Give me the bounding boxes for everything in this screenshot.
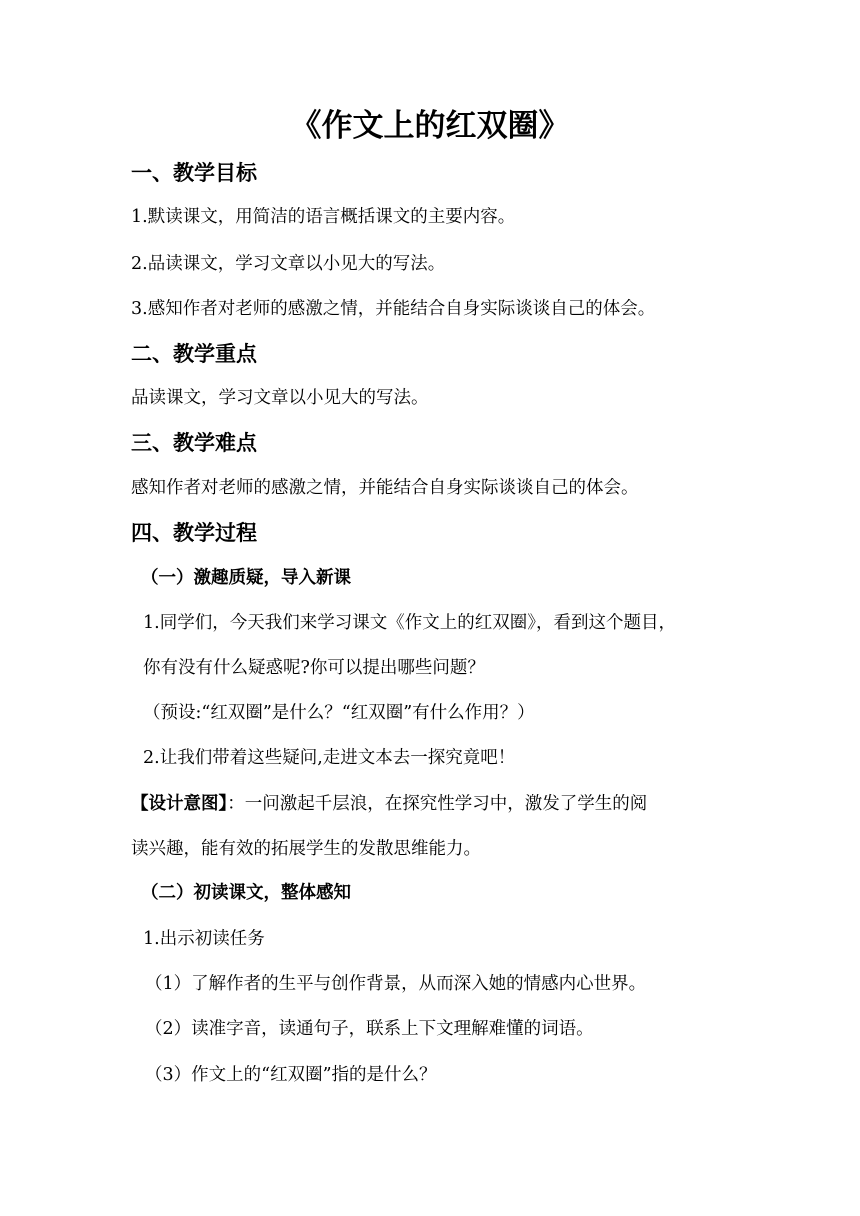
section-heading-teaching-process: 四、教学过程	[131, 521, 257, 545]
reading-task-1: （1）了解作者的生平与创作背景，从而深入她的情感内心世界。	[145, 974, 647, 994]
section-heading-teaching-goals: 一、教学目标	[131, 161, 257, 185]
section-heading-key-points: 二、教学重点	[131, 342, 257, 366]
reading-task-3: （3）作文上的“红双圈”指的是什么？	[145, 1065, 437, 1085]
subsection-heading-2: （二）初读课文，整体感知	[141, 883, 351, 903]
goal-item-3: 3.感知作者对老师的感激之情，并能结合自身实际谈谈自己的体会。	[131, 299, 656, 319]
section-heading-difficulties: 三、教学难点	[131, 431, 257, 455]
reading-task-2: （2）读准字音，读通句子，联系上下文理解难懂的词语。	[145, 1019, 594, 1039]
reading-task-title: 1.出示初读任务	[143, 929, 265, 949]
design-intent-line-2: 读兴趣，能有效的拓展学生的发散思维能力。	[131, 839, 481, 859]
design-intent-label: 【设计意图】	[131, 794, 228, 814]
process-paragraph-1-line-2: 你有没有什么疑惑呢?你可以提出哪些问题？	[143, 658, 485, 678]
subsection-heading-1: （一）激趣质疑，导入新课	[141, 568, 351, 588]
design-intent-line-1	[131, 790, 647, 818]
process-paragraph-1-line-1: 1.同学们，今天我们来学习课文《作文上的红双圈》，看到这个题目，	[143, 613, 676, 633]
design-intent-text: ：一问激起千层浪，在探究性学习中，激发了学生的阅	[227, 794, 648, 814]
goal-item-2: 2.品读课文，学习文章以小见大的写法。	[131, 254, 446, 274]
preset-questions: （预设:“红双圈”是什么？“红双圈”有什么作用？）	[143, 703, 535, 723]
key-points-text: 品读课文，学习文章以小见大的写法。	[131, 388, 429, 408]
goal-item-1: 1.默读课文，用简洁的语言概括课文的主要内容。	[131, 207, 516, 227]
difficulties-text: 感知作者对老师的感激之情，并能结合自身实际谈谈自己的体会。	[131, 478, 639, 498]
document-title: 《作文上的红双圈》	[290, 108, 570, 144]
process-paragraph-2: 2.让我们带着这些疑问,走进文本去一探究竟吧！	[143, 748, 516, 768]
